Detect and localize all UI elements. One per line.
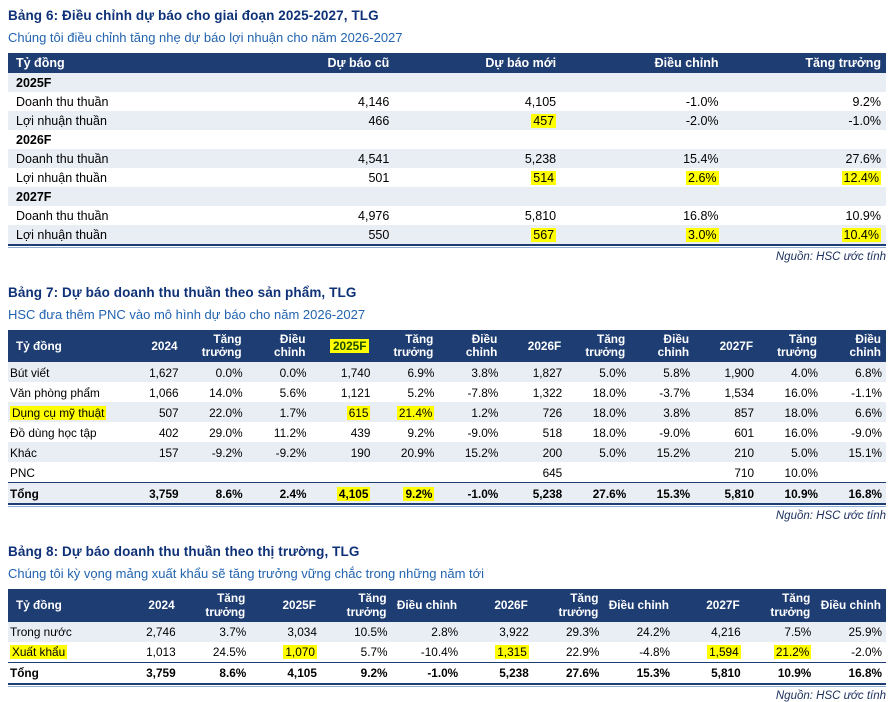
value-cell — [394, 225, 561, 244]
value-cell: -9.2% — [275, 445, 307, 460]
value-cell: 24.5% — [212, 645, 247, 660]
column-header: Điều chỉnh — [247, 330, 311, 362]
column-header: Dự báo cũ — [175, 53, 395, 73]
highlight-mark: Xuất khẩu — [12, 645, 66, 660]
revenue-by-market-table — [8, 589, 886, 682]
column-header: Điều chỉnh — [561, 53, 723, 73]
table-row — [8, 225, 886, 244]
value-cell: 7.5% — [784, 625, 812, 640]
value-cell: 15.3% — [603, 662, 674, 683]
column-header: Điều chỉnh — [815, 589, 886, 621]
value-cell: 5,810 — [694, 483, 758, 504]
value-cell: 16.8% — [815, 662, 886, 683]
value-cell: 5,810 — [524, 209, 557, 223]
value-cell: 16.8% — [683, 209, 719, 223]
value-cell: 200 — [542, 445, 563, 460]
value-cell — [630, 462, 694, 483]
value-cell: 5.0% — [791, 445, 818, 460]
highlight-mark: 4,105 — [338, 486, 369, 501]
value-cell: 507 — [158, 405, 179, 420]
value-cell: 1.2% — [471, 405, 499, 420]
value-cell: 18.0% — [592, 405, 627, 420]
value-cell: 6.8% — [855, 365, 882, 380]
value-cell: 15.4% — [683, 152, 719, 166]
value-cell: 3,034 — [287, 625, 317, 640]
value-cell: 3,922 — [499, 625, 529, 640]
value-cell — [674, 642, 745, 663]
unit-column-header: Tỷ đồng — [8, 589, 109, 621]
column-header: Tăng trưởng — [183, 330, 247, 362]
highlighted-column-header: 2025F — [330, 339, 369, 353]
value-cell: 9.2% — [321, 662, 392, 683]
table6-bottom-rule — [8, 247, 886, 248]
row-label-cell: Đồ dùng học tập — [10, 425, 97, 440]
value-cell: 4,216 — [711, 625, 741, 640]
table7-wrapper — [8, 330, 886, 505]
value-cell: -1.0% — [438, 483, 502, 504]
section-label-cell: 2025F — [16, 76, 52, 90]
highlight-mark: 2.6% — [688, 171, 717, 185]
row-label-cell — [8, 642, 109, 663]
column-header — [311, 330, 375, 362]
highlight-mark: 3.0% — [688, 228, 717, 242]
value-cell: 4,105 — [524, 95, 557, 109]
value-cell — [311, 462, 375, 483]
value-cell: 0.0% — [215, 365, 243, 380]
value-cell: -9.0% — [851, 425, 882, 440]
value-cell: 16.8% — [822, 483, 886, 504]
row-label-cell: Lợi nhuận thuần — [16, 228, 107, 242]
column-header: Tăng trưởng — [745, 589, 816, 621]
value-cell: 11.2% — [273, 425, 307, 440]
table8-header — [8, 589, 886, 621]
value-cell: 2,746 — [146, 625, 176, 640]
column-header: Điều chỉnh — [392, 589, 463, 621]
value-cell: 10.9% — [845, 209, 881, 223]
column-header: 2024 — [119, 330, 183, 362]
unit-column-header: Tỷ đồng — [8, 53, 175, 73]
table-row — [8, 111, 886, 130]
value-cell: 20.9% — [400, 445, 435, 460]
value-cell: 29.3% — [565, 625, 600, 640]
highlight-mark: 21.4% — [398, 405, 433, 420]
value-cell: -2.0% — [685, 114, 719, 128]
value-cell: 10.5% — [354, 625, 388, 640]
value-cell: -10.4% — [420, 645, 459, 660]
value-cell: 1.7% — [279, 405, 307, 420]
row-label-cell: PNC — [10, 465, 35, 480]
value-cell: 1,627 — [149, 365, 179, 380]
table7-bottom-rule — [8, 506, 886, 507]
value-cell: 5,238 — [462, 662, 533, 683]
section-label-cell: 2026F — [16, 133, 52, 147]
column-header: Tăng trưởng — [533, 589, 604, 621]
value-cell: 1,013 — [146, 645, 176, 660]
value-cell: 210 — [734, 445, 755, 460]
value-cell: 3,759 — [119, 483, 183, 504]
column-header: Tăng trưởng — [758, 330, 822, 362]
column-header: Tăng trưởng — [374, 330, 438, 362]
value-cell: 1,827 — [532, 365, 563, 380]
value-cell: -9.0% — [467, 425, 499, 440]
row-label-cell: Tổng — [8, 662, 109, 683]
value-cell: 5.7% — [360, 645, 388, 660]
value-cell: 402 — [158, 425, 179, 440]
value-cell: -1.0% — [392, 662, 463, 683]
value-cell — [311, 402, 375, 422]
value-cell: 10.0% — [784, 465, 818, 480]
value-cell: 9.2% — [852, 95, 881, 109]
column-header: Điều chỉnh — [438, 330, 502, 362]
value-cell: 3.8% — [471, 365, 499, 380]
column-header: Điều chỉnh — [822, 330, 886, 362]
table6-body — [8, 73, 886, 244]
value-cell: 4.0% — [791, 365, 818, 380]
column-header: 2026F — [462, 589, 533, 621]
highlight-mark: 1,594 — [709, 645, 739, 660]
value-cell: 25.9% — [848, 625, 882, 640]
value-cell: 10.9% — [745, 662, 816, 683]
value-cell: -1.1% — [851, 385, 882, 400]
value-cell: -4.8% — [639, 645, 671, 660]
value-cell: 24.2% — [636, 625, 671, 640]
value-cell: 439 — [350, 425, 371, 440]
value-cell: 8.6% — [180, 662, 251, 683]
table-row — [8, 622, 886, 642]
value-cell: 22.9% — [565, 645, 600, 660]
value-cell — [311, 483, 375, 504]
value-cell: 15.3% — [630, 483, 694, 504]
value-cell: -1.0% — [685, 95, 719, 109]
value-cell — [724, 168, 886, 187]
value-cell — [119, 462, 183, 483]
table6-title: Bảng 6: Điều chỉnh dự báo cho giai đoạn 2025-2027, TLG — [8, 8, 379, 23]
value-cell: 22.0% — [209, 405, 243, 420]
section-row — [8, 130, 886, 149]
value-cell: -3.7% — [659, 385, 691, 400]
value-cell: 15.2% — [464, 445, 499, 460]
highlight-mark: 514 — [533, 171, 555, 185]
row-label-cell: Doanh thu thuần — [16, 209, 109, 223]
value-cell: 6.9% — [407, 365, 435, 380]
column-header: Điều chỉnh — [603, 589, 674, 621]
value-cell: 1,121 — [340, 385, 371, 400]
column-header: 2025F — [250, 589, 321, 621]
table6-block — [8, 8, 886, 263]
row-label-cell: Doanh thu thuần — [16, 152, 109, 166]
value-cell: 27.6% — [566, 483, 630, 504]
table8-source-note: Nguồn: HSC ước tính — [775, 689, 886, 702]
table6-header — [8, 53, 886, 73]
highlight-mark: 9.2% — [405, 486, 433, 501]
value-cell: 550 — [368, 228, 390, 242]
column-header: 2026F — [502, 330, 566, 362]
value-cell: 4,541 — [358, 152, 390, 166]
value-cell: 645 — [542, 465, 563, 480]
value-cell: 18.0% — [592, 425, 627, 440]
value-cell: 5.8% — [663, 365, 691, 380]
column-header: 2024 — [109, 589, 180, 621]
table8-body — [8, 622, 886, 683]
highlight-mark: 12.4% — [843, 171, 879, 185]
value-cell — [724, 225, 886, 244]
value-cell: 3,759 — [109, 662, 180, 683]
value-cell: 726 — [542, 405, 563, 420]
value-cell: 1,322 — [532, 385, 563, 400]
value-cell: 18.0% — [592, 385, 627, 400]
value-cell: 3.8% — [663, 405, 691, 420]
value-cell: 1,066 — [149, 385, 179, 400]
value-cell — [374, 402, 438, 422]
table8-subtitle: Chúng tôi kỳ vọng mảng xuất khẩu sẽ tăng trưởng vững chắc trong những năm tới — [8, 566, 485, 582]
row-label-cell: Khác — [10, 445, 37, 460]
value-cell: 5.6% — [279, 385, 307, 400]
value-cell: 518 — [542, 425, 563, 440]
value-cell: 16.0% — [784, 385, 818, 400]
value-cell: 466 — [368, 114, 390, 128]
table8-block — [8, 544, 886, 701]
value-cell: 710 — [734, 465, 755, 480]
value-cell: 5,238 — [524, 152, 557, 166]
value-cell: 2.8% — [431, 625, 459, 640]
value-cell: 5.0% — [599, 365, 627, 380]
table6-source-note: Nguồn: HSC ước tính — [775, 251, 886, 263]
table-row — [8, 402, 886, 422]
value-cell: 9.2% — [407, 425, 435, 440]
highlight-mark: 1,070 — [285, 645, 315, 660]
table8-title: Bảng 8: Dự báo doanh thu thuần theo thị trường, TLG — [8, 544, 360, 560]
row-label-cell — [8, 402, 119, 422]
highlight-mark: 1,315 — [497, 645, 527, 660]
value-cell — [394, 111, 561, 130]
value-cell: 29.0% — [209, 425, 243, 440]
row-label-cell: Văn phòng phẩm — [10, 385, 100, 400]
header-row — [8, 330, 886, 362]
value-cell: 3.7% — [219, 625, 247, 640]
value-cell: 190 — [350, 445, 371, 460]
table-row — [8, 92, 886, 111]
column-header: 2027F — [694, 330, 758, 362]
value-cell — [745, 642, 816, 663]
table-row — [8, 362, 886, 382]
table8-wrapper — [8, 589, 886, 684]
section-row — [8, 187, 886, 206]
value-cell: -9.2% — [211, 445, 243, 460]
highlight-mark: 567 — [533, 228, 555, 242]
column-header: Tăng trưởng — [321, 589, 392, 621]
value-cell: 6.6% — [855, 405, 882, 420]
value-cell: -2.0% — [851, 645, 882, 660]
value-cell: 857 — [734, 405, 755, 420]
value-cell: 27.6% — [845, 152, 881, 166]
value-cell — [394, 168, 561, 187]
table-row — [8, 149, 886, 168]
column-header: Dự báo mới — [394, 53, 561, 73]
value-cell: 5,810 — [674, 662, 745, 683]
value-cell: 501 — [368, 171, 390, 185]
value-cell: 5.2% — [407, 385, 435, 400]
table-row — [8, 462, 886, 483]
value-cell — [822, 462, 886, 483]
value-cell: 5,238 — [502, 483, 566, 504]
column-header: 2027F — [674, 589, 745, 621]
table-row — [8, 642, 886, 663]
table7-body — [8, 362, 886, 503]
table7-header — [8, 330, 886, 362]
value-cell — [462, 642, 533, 663]
value-cell: 4,105 — [250, 662, 321, 683]
value-cell: 157 — [158, 445, 179, 460]
table-row — [8, 168, 886, 187]
value-cell — [561, 168, 723, 187]
total-row — [8, 662, 886, 683]
value-cell — [374, 462, 438, 483]
value-cell: 15.2% — [656, 445, 691, 460]
table6-subtitle: Chúng tôi điều chỉnh tăng nhẹ dự báo lợi nhuận cho năm 2026-2027 — [8, 30, 403, 45]
value-cell: 1,534 — [724, 385, 755, 400]
value-cell: 15.1% — [848, 445, 882, 460]
section-row — [8, 73, 886, 92]
value-cell: 8.6% — [183, 483, 247, 504]
unit-column-header: Tỷ đồng — [8, 330, 119, 362]
value-cell: -7.8% — [467, 385, 499, 400]
table7-source-note: Nguồn: HSC ước tính — [775, 510, 886, 523]
value-cell: 10.9% — [758, 483, 822, 504]
highlight-mark: Dụng cụ mỹ thuật — [12, 405, 105, 420]
highlight-mark: 457 — [533, 114, 555, 128]
section-label-cell: 2027F — [16, 190, 52, 204]
column-header: Điều chỉnh — [630, 330, 694, 362]
highlight-mark: 10.4% — [843, 228, 879, 242]
table-row — [8, 442, 886, 462]
value-cell: 16.0% — [784, 425, 818, 440]
column-header: Tăng trưởng — [724, 53, 886, 73]
row-label-cell: Tổng — [8, 483, 119, 504]
value-cell: 2.4% — [247, 483, 311, 504]
value-cell — [374, 483, 438, 504]
value-cell: -1.0% — [848, 114, 881, 128]
value-cell: -9.0% — [659, 425, 691, 440]
revenue-by-product-table — [8, 330, 886, 503]
total-row — [8, 483, 886, 504]
value-cell: 1,900 — [724, 365, 755, 380]
table7-subtitle: HSC đưa thêm PNC vào mô hình dự báo cho năm 2026-2027 — [8, 307, 366, 322]
value-cell: 1,740 — [340, 365, 371, 380]
value-cell — [561, 225, 723, 244]
row-label-cell: Bút viết — [10, 365, 50, 380]
value-cell — [247, 462, 311, 483]
forecast-adjustment-table — [8, 53, 886, 244]
value-cell: 18.0% — [784, 405, 818, 420]
value-cell: 0.0% — [279, 365, 307, 380]
table-row — [8, 206, 886, 225]
table8-bottom-rule — [8, 686, 886, 687]
column-header: Tăng trưởng — [180, 589, 251, 621]
value-cell: 27.6% — [533, 662, 604, 683]
row-label-cell: Lợi nhuận thuần — [16, 114, 107, 128]
value-cell: 4,146 — [358, 95, 390, 109]
value-cell: 5.0% — [599, 445, 627, 460]
value-cell: 601 — [734, 425, 755, 440]
header-row — [8, 589, 886, 621]
value-cell — [566, 462, 630, 483]
table6-wrapper — [8, 53, 886, 246]
highlight-mark: 615 — [348, 405, 369, 420]
value-cell — [250, 642, 321, 663]
highlight-mark: 21.2% — [775, 645, 810, 660]
value-cell: 14.0% — [209, 385, 243, 400]
value-cell: 4,976 — [358, 209, 390, 223]
header-row — [8, 53, 886, 73]
table7-block — [8, 285, 886, 522]
value-cell — [438, 462, 502, 483]
row-label-cell: Trong nước — [10, 625, 72, 640]
value-cell — [183, 462, 247, 483]
table-row — [8, 382, 886, 402]
table7-title: Bảng 7: Dự báo doanh thu thuần theo sản phẩm, TLG — [8, 285, 357, 300]
table-row — [8, 422, 886, 442]
row-label-cell: Doanh thu thuần — [16, 95, 109, 109]
column-header: Tăng trưởng — [566, 330, 630, 362]
row-label-cell: Lợi nhuận thuần — [16, 171, 107, 185]
